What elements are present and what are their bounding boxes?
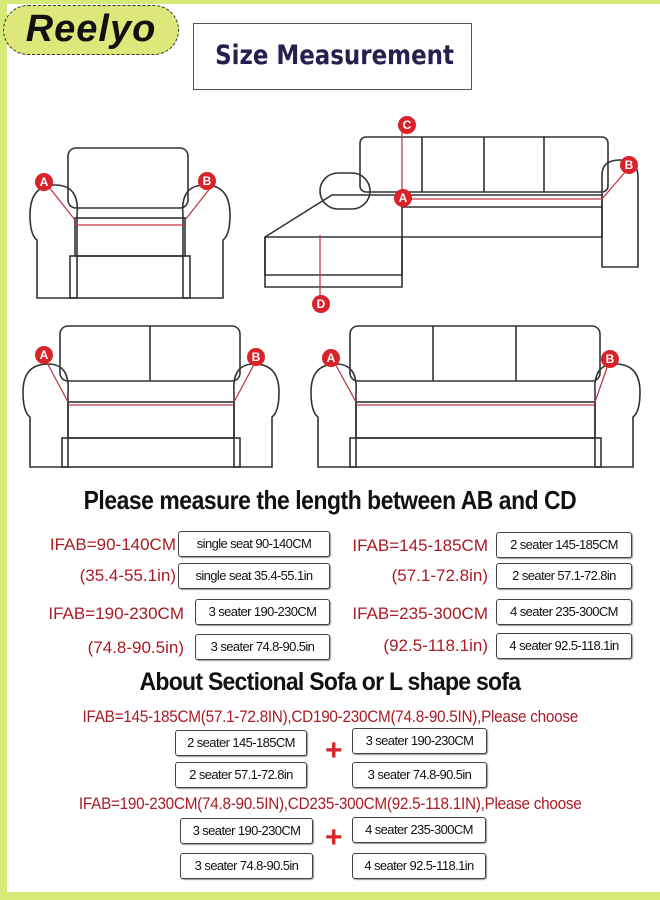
- size-in-label: (57.1-72.8in): [391, 566, 488, 585]
- brand-logo: Reelyo: [3, 5, 179, 55]
- size-option-box: 3 seater 190-230CM: [195, 599, 330, 625]
- size-option-box: 2 seater 57.1-72.8in: [496, 563, 632, 589]
- plus-icon: +: [325, 734, 343, 767]
- size-option-box: 3 seater 74.8-90.5in: [352, 762, 487, 788]
- three-seater-diagram: [308, 322, 643, 477]
- svg-text:B: B: [251, 350, 261, 364]
- marker-a: [322, 349, 340, 367]
- marker-b: [620, 156, 638, 174]
- svg-text:A: A: [39, 175, 49, 189]
- size-option-box: 3 seater 74.8-90.5in: [195, 634, 330, 660]
- size-option-box: 4 seater 235-300CM: [496, 599, 632, 625]
- marker-b: [601, 350, 619, 368]
- svg-text:A: A: [326, 351, 336, 365]
- svg-text:C: C: [402, 118, 412, 132]
- plus-icon: +: [325, 821, 343, 854]
- marker-a: [35, 346, 53, 364]
- size-option-box: 4 seater 92.5-118.1in: [352, 853, 486, 879]
- size-option-box: 2 seater 145-185CM: [496, 532, 632, 558]
- marker-a: [394, 189, 412, 207]
- marker-b: [198, 172, 216, 190]
- svg-text:B: B: [605, 352, 615, 366]
- size-option-box: 4 seater 235-300CM: [352, 817, 486, 843]
- svg-text:B: B: [202, 174, 212, 188]
- svg-text:D: D: [316, 297, 326, 311]
- loveseat-diagram: [20, 322, 282, 477]
- sectional-option-text: [0, 707, 660, 729]
- size-cm-label: IFAB=235-300CM: [352, 604, 488, 623]
- size-cm-label: IFAB=145-185CM: [352, 536, 488, 555]
- armchair-diagram: [25, 140, 235, 305]
- size-option-box: single seat 35.4-55.1in: [178, 563, 330, 589]
- size-cm-label: IFAB=190-230CM: [48, 604, 184, 623]
- sectional-option-text-content: IFAB=145-185CM(57.1-72.8IN),CD190-230CM(74.8-90.5IN),Please choose: [82, 707, 578, 726]
- size-in-label: (35.4-55.1in): [79, 566, 176, 585]
- marker-c: [398, 116, 416, 134]
- page-title: [193, 23, 472, 90]
- size-option-box: 3 seater 74.8-90.5in: [180, 853, 313, 879]
- svg-text:A: A: [39, 348, 49, 362]
- sectional-option-text-content: IFAB=190-230CM(74.8-90.5IN),CD235-300CM(92.5-118.1IN),Please choose: [78, 794, 582, 813]
- page-title-text: Size Measurement: [215, 40, 454, 71]
- size-option-box: 3 seater 190-230CM: [352, 728, 487, 754]
- size-in-label: (92.5-118.1in): [383, 636, 488, 655]
- size-option-box: single seat 90-140CM: [178, 531, 330, 557]
- l-shape-sofa-diagram: [262, 115, 647, 315]
- size-cm-label: IFAB=90-140CM: [49, 535, 176, 554]
- sectional-option-text: [0, 794, 660, 816]
- size-option-box: 2 seater 57.1-72.8in: [175, 762, 307, 788]
- marker-b: [247, 348, 265, 366]
- instruction-heading-text: Please measure the length between AB and CD: [83, 485, 577, 515]
- size-option-box: 3 seater 190-230CM: [180, 818, 313, 844]
- svg-text:A: A: [398, 191, 408, 205]
- sectional-heading-text: About Sectional Sofa or L shape sofa: [139, 668, 521, 696]
- sectional-heading: [0, 668, 660, 702]
- instruction-heading: [0, 485, 660, 519]
- marker-a: [35, 173, 53, 191]
- svg-text:B: B: [624, 158, 634, 172]
- size-in-label: (74.8-90.5in): [87, 638, 184, 657]
- size-option-box: 2 seater 145-185CM: [175, 730, 307, 756]
- size-option-box: 4 seater 92.5-118.1in: [496, 633, 632, 659]
- marker-d: [312, 295, 330, 313]
